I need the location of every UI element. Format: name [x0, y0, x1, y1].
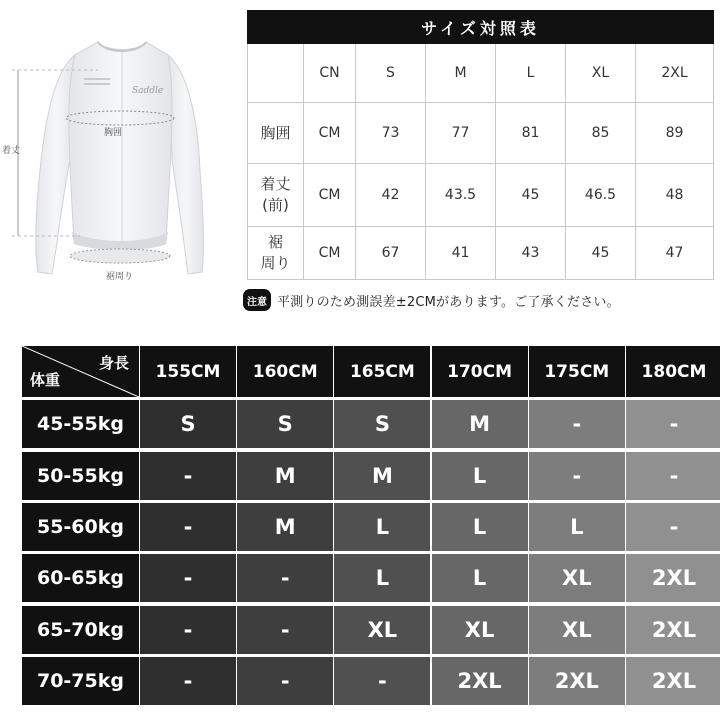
weight-axis-label: 体重: [30, 371, 61, 389]
value-cell: 73: [356, 103, 426, 164]
value-cell: 85: [566, 103, 636, 164]
row-label-hem: [248, 227, 304, 280]
header-cell: 2XL: [636, 44, 714, 103]
size-cell: M: [432, 400, 528, 448]
brand-script: Saddle: [132, 86, 164, 96]
size-cell: -: [626, 503, 720, 551]
size-cell: XL: [529, 606, 625, 654]
size-cell: S: [140, 400, 236, 448]
weight-row-label: 50-55kg: [22, 452, 139, 500]
table-row-chest: [248, 103, 714, 164]
size-cell: 2XL: [626, 606, 720, 654]
jersey-drawing: [0, 0, 240, 300]
value-cell: 89: [636, 103, 714, 164]
weight-row-label: 65-70kg: [22, 606, 139, 654]
length-label: 着丈: [2, 146, 21, 156]
unit-cell: CM: [304, 103, 356, 164]
row-label-length: [248, 164, 304, 227]
size-cell: S: [334, 400, 430, 448]
table-row-length: [248, 164, 714, 227]
size-cell: -: [140, 657, 236, 705]
size-cell: S: [237, 400, 333, 448]
jersey-illustration: [0, 0, 240, 300]
value-cell: 67: [356, 227, 426, 280]
size-cell: L: [432, 503, 528, 551]
size-chart-title: サイズ対照表: [248, 11, 714, 44]
height-header-cell: 170CM: [432, 346, 528, 397]
header-cell: XL: [566, 44, 636, 103]
measurement-note: [243, 289, 620, 311]
value-cell: 46.5: [566, 164, 636, 227]
size-cell: -: [237, 606, 333, 654]
size-chart-header-row: [248, 44, 714, 103]
size-cell: L: [334, 503, 430, 551]
chest-label: 胸囲: [104, 128, 123, 138]
header-cell: CN: [304, 44, 356, 103]
value-cell: 43.5: [426, 164, 496, 227]
row-label-line: (前): [262, 196, 289, 214]
size-cell: L: [432, 452, 528, 500]
value-cell: 45: [566, 227, 636, 280]
size-cell: -: [626, 400, 720, 448]
size-cell: L: [432, 554, 528, 602]
size-cell: XL: [334, 606, 430, 654]
size-cell: 2XL: [432, 657, 528, 705]
size-cell: -: [237, 554, 333, 602]
size-cell: -: [140, 452, 236, 500]
value-cell: 42: [356, 164, 426, 227]
size-cell: -: [529, 452, 625, 500]
size-cell: XL: [529, 554, 625, 602]
row-label-line: 着丈: [260, 175, 291, 193]
height-header-cell: 155CM: [140, 346, 236, 397]
header-cell: L: [496, 44, 566, 103]
value-cell: 47: [636, 227, 714, 280]
value-cell: 41: [426, 227, 496, 280]
value-cell: 43: [496, 227, 566, 280]
table-row-hem: [248, 227, 714, 280]
height-axis-label: 身長: [98, 354, 129, 372]
size-cell: -: [626, 452, 720, 500]
size-cell: -: [529, 400, 625, 448]
size-cell: -: [334, 657, 430, 705]
value-cell: 81: [496, 103, 566, 164]
size-cell: 2XL: [626, 657, 720, 705]
header-cell: M: [426, 44, 496, 103]
height-header-cell: 175CM: [529, 346, 625, 397]
unit-cell: CM: [304, 227, 356, 280]
note-badge: 注意: [243, 289, 271, 311]
weight-row-label: 55-60kg: [22, 503, 139, 551]
note-text: 平測りのため測誤差±2CMがあります。ご了承ください。: [277, 294, 620, 310]
weight-row-label: 70-75kg: [22, 657, 139, 705]
height-header-cell: 160CM: [237, 346, 333, 397]
value-cell: 45: [496, 164, 566, 227]
size-cell: L: [334, 554, 430, 602]
weight-row-label: 60-65kg: [22, 554, 139, 602]
unit-cell: CM: [304, 164, 356, 227]
height-header-cell: 165CM: [334, 346, 430, 397]
hem-label: 裾周り: [106, 272, 134, 282]
size-recommendation-grid: [22, 346, 718, 706]
size-cell: 2XL: [529, 657, 625, 705]
size-cell: M: [334, 452, 430, 500]
size-cell: L: [529, 503, 625, 551]
size-cell: M: [237, 452, 333, 500]
row-label-line: 周り: [260, 254, 291, 272]
header-cell: S: [356, 44, 426, 103]
size-cell: 2XL: [626, 554, 720, 602]
row-label-chest: 胸囲: [248, 103, 304, 164]
size-cell: XL: [432, 606, 528, 654]
size-cell: -: [140, 554, 236, 602]
size-cell: -: [140, 503, 236, 551]
weight-row-label: 45-55kg: [22, 400, 139, 448]
row-label-line: 裾: [267, 233, 283, 251]
value-cell: 77: [426, 103, 496, 164]
header-blank: [248, 44, 304, 103]
value-cell: 48: [636, 164, 714, 227]
size-cell: M: [237, 503, 333, 551]
grid-corner: [22, 346, 139, 397]
height-header-cell: 180CM: [626, 346, 720, 397]
size-chart-table: [247, 10, 714, 280]
size-cell: -: [237, 657, 333, 705]
size-cell: -: [140, 606, 236, 654]
